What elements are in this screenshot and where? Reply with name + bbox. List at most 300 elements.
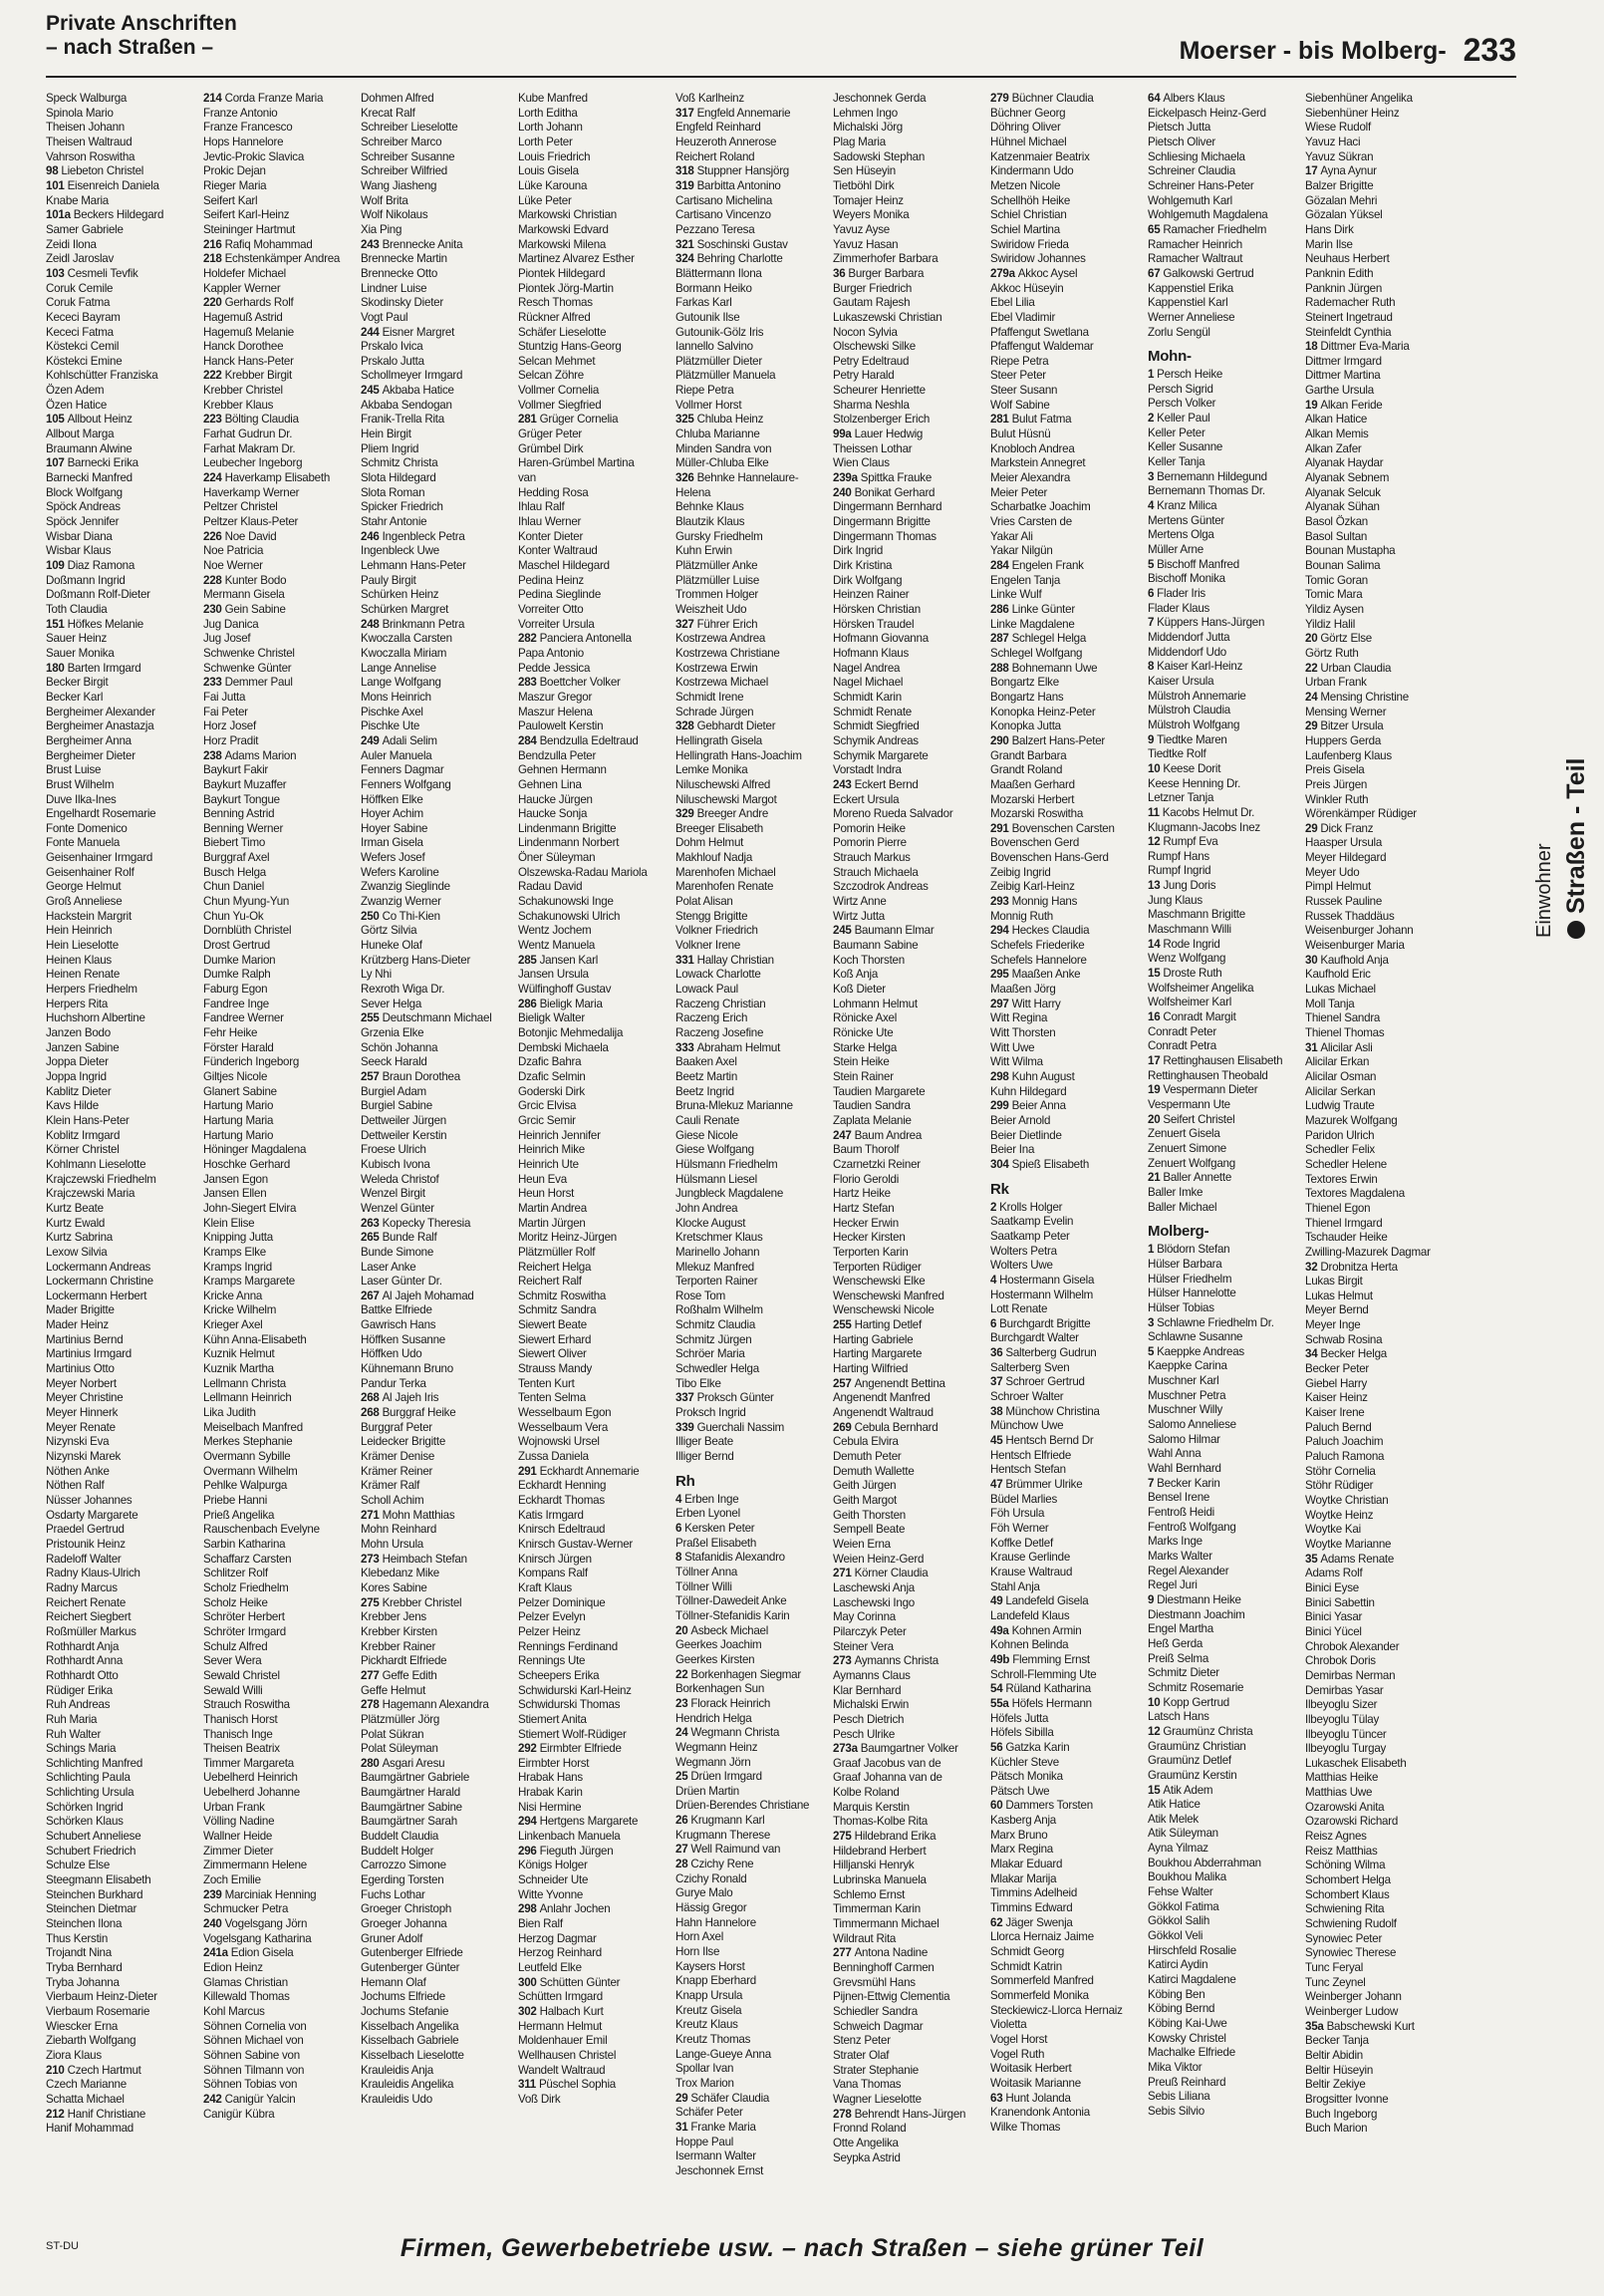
- resident-entry: Meiselbach Manfred: [203, 1420, 303, 1434]
- resident-entry: 278 Behrendt Hans-Jürgen: [833, 2107, 966, 2121]
- resident-entry: Schwidurski Thomas: [518, 1698, 621, 1712]
- resident-entry: 16 Conradt Margit: [1148, 1010, 1236, 1024]
- resident-entry: Wirtz Jutta: [833, 909, 886, 923]
- house-number: 268: [361, 1391, 383, 1405]
- resident-entry: 298 Anlahr Jochen: [518, 1902, 611, 1916]
- resident-entry: Ilbeyoglu Tülay: [1305, 1712, 1380, 1726]
- resident-entry: Plätzmüller Anke: [675, 559, 758, 572]
- resident-entry: Wolfsheimer Angelika: [1148, 981, 1254, 995]
- resident-entry: Baumgärtner Gabriele: [361, 1771, 470, 1785]
- house-number: 298: [990, 1069, 1012, 1083]
- resident-entry: Proksch Ingrid: [675, 1406, 746, 1420]
- resident-entry: 22 Urban Claudia: [1305, 661, 1392, 675]
- resident-entry: Schiel Christian: [990, 208, 1067, 222]
- resident-entry: 45 Hentsch Bernd Dr: [990, 1434, 1094, 1448]
- resident-entry: Riepe Petra: [990, 354, 1049, 368]
- resident-entry: Sharma Neshla: [833, 398, 910, 412]
- resident-entry: 233 Demmer Paul: [203, 676, 293, 690]
- resident-entry: Noe Patricia: [203, 544, 264, 558]
- resident-entry: Lellmann Heinrich: [203, 1391, 292, 1405]
- resident-entry: Lockermann Herbert: [46, 1289, 147, 1302]
- resident-entry: Steer Susann: [990, 384, 1058, 398]
- resident-entry: 56 Gatzka Karin: [990, 1740, 1070, 1754]
- resident-entry: 239 Marciniak Henning: [203, 1887, 317, 1901]
- resident-entry: Dettweiler Jürgen: [361, 1113, 446, 1127]
- resident-entry: 333 Abraham Helmut: [675, 1040, 781, 1054]
- resident-entry: Froese Ulrich: [361, 1143, 426, 1157]
- resident-entry: Thus Kerstin: [46, 1931, 109, 1945]
- resident-entry: Becker Tanja: [1305, 2034, 1369, 2048]
- resident-entry: Makhlouf Nadja: [675, 851, 753, 865]
- resident-entry: Klebedanz Mike: [361, 1567, 439, 1580]
- resident-entry: Schlemo Ernst: [833, 1887, 906, 1901]
- resident-entry: Theisen Beatrix: [203, 1742, 280, 1756]
- resident-entry: John Andrea: [675, 1201, 738, 1215]
- resident-entry: 220 Gerhards Rolf: [203, 296, 294, 310]
- house-number: 16: [1148, 1010, 1164, 1024]
- resident-entry: Keller Tanja: [1148, 455, 1205, 469]
- resident-entry: 34 Becker Helga: [1305, 1347, 1387, 1361]
- resident-entry: 321 Soschinski Gustav: [675, 237, 788, 251]
- resident-entry: Dingermann Thomas: [833, 529, 936, 543]
- resident-entry: Pfaffengut Swetlana: [990, 325, 1089, 339]
- resident-entry: Dornblüth Christel: [203, 924, 292, 938]
- house-number: 67: [1148, 266, 1164, 280]
- resident-entry: Schröer Maria: [675, 1347, 745, 1361]
- house-number: 319: [675, 178, 697, 192]
- resident-entry: Nisi Hermine: [518, 1800, 582, 1814]
- resident-entry: Wörenkämper Rüdiger: [1305, 807, 1417, 821]
- resident-entry: Meyer Udo: [1305, 865, 1360, 879]
- resident-entry: Niluschewski Alfred: [675, 777, 771, 791]
- resident-entry: Radau David: [518, 880, 583, 894]
- resident-entry: Zoch Emilie: [203, 1873, 261, 1887]
- resident-entry: Franze Francesco: [203, 121, 293, 135]
- resident-entry: Bunde Simone: [361, 1245, 434, 1259]
- resident-entry: Burchgardt Walter: [990, 1331, 1079, 1345]
- resident-entry: Steckiewicz-Llorca Hernaiz: [990, 2003, 1123, 2017]
- resident-entry: Trojandt Nina: [46, 1946, 112, 1960]
- house-number: 49b: [990, 1652, 1013, 1666]
- resident-entry: Reichert Helga: [518, 1260, 592, 1274]
- resident-entry: Heß Gerda: [1148, 1636, 1203, 1650]
- resident-entry: Vierbaum Heinz-Dieter: [46, 1990, 157, 2004]
- resident-entry: Sommerfeld Manfred: [990, 1974, 1094, 1988]
- resident-entry: Aymanns Claus: [833, 1668, 911, 1682]
- resident-entry: Geisenhainer Rolf: [46, 865, 134, 879]
- resident-entry: Lorth Johann: [518, 121, 583, 135]
- resident-entry: 19 Vespermann Dieter: [1148, 1083, 1258, 1097]
- resident-entry: Vollmer Horst: [675, 398, 742, 412]
- resident-entry: 4 Erben Inge: [675, 1492, 739, 1506]
- edition-code: ST-DU: [46, 2240, 79, 2252]
- resident-entry: Schmidt Siegfried: [833, 719, 920, 733]
- resident-entry: Rönicke Ute: [833, 1026, 894, 1039]
- resident-entry: Wojnowski Ursel: [518, 1435, 600, 1449]
- house-number: 17: [1148, 1054, 1164, 1067]
- resident-entry: Vana Thomas: [833, 2078, 902, 2092]
- resident-entry: Samer Gabriele: [46, 222, 124, 236]
- resident-entry: Schürken Margret: [361, 602, 449, 616]
- resident-entry: 12 Rumpf Eva: [1148, 835, 1218, 849]
- resident-entry: Noe Werner: [203, 559, 263, 572]
- resident-entry: Ramacher Waltraut: [1148, 252, 1243, 266]
- resident-entry: Fandree Inge: [203, 997, 269, 1010]
- resident-entry: Fehse Walter: [1148, 1885, 1213, 1899]
- resident-entry: Engelen Tanja: [990, 573, 1061, 587]
- house-number: 318: [675, 164, 697, 178]
- resident-entry: Schubert Anneliese: [46, 1830, 141, 1844]
- page-header: [0, 0, 1604, 84]
- resident-entry: Latsch Hans: [1148, 1710, 1209, 1724]
- resident-entry: Pelzer Dominique: [518, 1595, 606, 1609]
- resident-entry: Lubrinska Manuela: [833, 1873, 927, 1887]
- resident-entry: Woitasik Herbert: [990, 2062, 1072, 2076]
- resident-entry: Thienel Egon: [1305, 1201, 1371, 1215]
- resident-entry: Salomo Hilmar: [1148, 1432, 1220, 1446]
- resident-entry: 15 Droste Ruth: [1148, 967, 1222, 981]
- resident-entry: Höffken Susanne: [361, 1332, 445, 1346]
- house-number: 54: [990, 1682, 1006, 1696]
- resident-entry: Meyer Hildegard: [1305, 851, 1387, 865]
- house-number: 304: [990, 1157, 1012, 1171]
- resident-entry: Moreno Rueda Salvador: [833, 807, 953, 821]
- resident-entry: Akbaba Sendogan: [361, 398, 452, 412]
- resident-entry: 11 Kacobs Helmut Dr.: [1148, 805, 1255, 819]
- resident-entry: Preuß Reinhard: [1148, 2075, 1226, 2089]
- resident-entry: 67 Galkowski Gertrud: [1148, 266, 1254, 280]
- house-number: 294: [518, 1815, 540, 1829]
- house-number: 286: [518, 997, 540, 1010]
- resident-entry: Kramps Elke: [203, 1245, 266, 1259]
- resident-entry: 326 Behnke Hannelaure-: [675, 471, 799, 485]
- resident-entry: Krause Waltraud: [990, 1565, 1073, 1578]
- resident-entry: Köbing Kai-Uwe: [1148, 2017, 1227, 2030]
- resident-entry: 329 Breeger Andre: [675, 807, 769, 821]
- resident-entry: Cartisano Michelina: [675, 193, 773, 207]
- resident-entry: Hartung Maria: [203, 1113, 274, 1127]
- resident-entry: Schwedler Helga: [675, 1362, 759, 1376]
- resident-entry: Seifert Karl-Heinz: [203, 208, 290, 222]
- resident-entry: Graumünz Kerstin: [1148, 1768, 1237, 1782]
- resident-entry: Demuth Wallette: [833, 1464, 915, 1478]
- resident-entry: 317 Engfeld Annemarie: [675, 106, 791, 120]
- resident-entry: 107 Barnecki Erika: [46, 456, 138, 470]
- resident-entry: Heinrich Mike: [518, 1143, 585, 1157]
- resident-entry: Chrobok Doris: [1305, 1654, 1376, 1668]
- resident-entry: Meyer Inge: [1305, 1318, 1361, 1332]
- house-number: 325: [675, 413, 697, 427]
- resident-entry: Schulze Else: [46, 1859, 111, 1872]
- resident-entry: Botonjic Mehmedalija: [518, 1026, 624, 1039]
- resident-entry: Föh Werner: [990, 1522, 1049, 1535]
- resident-entry: Dohmen Alfred: [361, 92, 434, 105]
- resident-entry: Baumann Sabine: [833, 939, 919, 953]
- resident-entry: Michalski Jörg: [833, 121, 903, 135]
- resident-entry: 212 Hanif Christiane: [46, 2107, 146, 2121]
- resident-entry: Braumann Alwine: [46, 441, 133, 455]
- resident-entry: 273 Aymanns Christa: [833, 1654, 938, 1668]
- resident-entry: Llorca Hernaiz Jaime: [990, 1930, 1094, 1944]
- resident-entry: Sewald Willi: [203, 1683, 263, 1697]
- resident-entry: Ziebarth Wolfgang: [46, 2034, 136, 2048]
- resident-entry: 257 Angenendt Bettina: [833, 1376, 945, 1390]
- resident-entry: Hentsch Elfriede: [990, 1448, 1072, 1462]
- resident-entry: Katirci Aydin: [1148, 1958, 1208, 1972]
- resident-entry: Wirtz Anne: [833, 895, 887, 909]
- resident-entry: Witt Uwe: [990, 1040, 1035, 1054]
- side-tab-label-bottom: Straßen - Teil: [1562, 757, 1590, 914]
- house-number: 257: [833, 1376, 855, 1390]
- resident-entry: Söhnen Michael von: [203, 2034, 304, 2048]
- resident-entry: Kisselbach Lieselotte: [361, 2048, 464, 2062]
- resident-entry: Hühnel Michael: [990, 135, 1067, 148]
- resident-entry: Wolf Sabine: [990, 398, 1050, 412]
- house-number: 281: [990, 413, 1012, 427]
- house-number: 329: [675, 807, 697, 821]
- resident-entry: Nüsser Johannes: [46, 1494, 133, 1507]
- resident-entry: 224 Haverkamp Elisabeth: [203, 471, 331, 485]
- resident-entry: Königs Holger: [518, 1859, 588, 1872]
- resident-entry: Kohlschütter Franziska: [46, 369, 158, 383]
- resident-entry: Kreutz Thomas: [675, 2032, 751, 2046]
- resident-entry: Thienel Thomas: [1305, 1026, 1385, 1039]
- house-number: 285: [518, 953, 540, 967]
- resident-entry: Wandelt Waltraud: [518, 2063, 606, 2077]
- resident-entry: Pfaffengut Waldemar: [990, 340, 1094, 354]
- resident-entry: 180 Barten Irmgard: [46, 661, 141, 675]
- resident-entry: Rademacher Ruth: [1305, 296, 1396, 310]
- resident-entry: Köstekci Cemil: [46, 340, 120, 354]
- resident-entry: Grümbel Dirk: [518, 441, 584, 455]
- resident-entry: Krämer Ralf: [361, 1479, 420, 1493]
- resident-entry: Nocon Sylvia: [833, 325, 898, 339]
- resident-entry: Knabe Maria: [46, 193, 109, 207]
- resident-entry: Reisz Agnes: [1305, 1830, 1367, 1844]
- resident-entry: Woytke Heinz: [1305, 1508, 1374, 1522]
- house-number: 31: [1305, 1040, 1321, 1054]
- resident-entry: Koß Anja: [833, 968, 879, 982]
- house-number: 317: [675, 106, 697, 120]
- resident-entry: Hans Dirk: [1305, 222, 1354, 236]
- resident-entry: Starke Helga: [833, 1040, 898, 1054]
- house-number: 255: [361, 1011, 383, 1025]
- resident-entry: Middendorf Jutta: [1148, 630, 1230, 644]
- resident-entry: Bruna-Mlekuz Marianne: [675, 1099, 793, 1113]
- resident-entry: Bovenschen Gerd: [990, 836, 1080, 850]
- resident-entry: Praedel Gertrud: [46, 1523, 125, 1537]
- page-footer: [0, 2212, 1604, 2296]
- resident-entry: Yavuz Ayse: [833, 222, 891, 236]
- resident-entry: 243 Brennecke Anita: [361, 237, 463, 251]
- resident-entry: Gawrisch Hans: [361, 1318, 436, 1332]
- resident-entry: 47 Brümmer Ulrike: [990, 1478, 1083, 1492]
- resident-entry: Ruh Andreas: [46, 1698, 111, 1712]
- resident-entry: Zaplata Melanie: [833, 1113, 912, 1127]
- resident-entry: Krauleidis Udo: [361, 2092, 432, 2106]
- resident-entry: Vries Carsten de: [990, 515, 1072, 529]
- resident-entry: Schakunowski Ulrich: [518, 909, 621, 923]
- resident-entry: Stein Heike: [833, 1055, 890, 1069]
- house-number: 239: [203, 1887, 225, 1901]
- resident-entry: Buddelt Claudia: [361, 1830, 439, 1844]
- house-number: 283: [518, 676, 540, 690]
- resident-entry: Meyer Christine: [46, 1391, 124, 1405]
- resident-entry: Gökkol Veli: [1148, 1929, 1203, 1943]
- resident-entry: Wilke Thomas: [990, 2120, 1061, 2134]
- resident-entry: Lindner Luise: [361, 281, 427, 295]
- resident-entry: Bovenschen Hans-Gerd: [990, 851, 1109, 865]
- resident-entry: Illiger Bernd: [675, 1450, 734, 1464]
- resident-entry: Neuhaus Herbert: [1305, 252, 1390, 266]
- resident-entry: Wisbar Diana: [46, 529, 113, 543]
- resident-entry: 6 Kersken Peter: [675, 1522, 755, 1535]
- resident-entry: Kube Manfred: [518, 92, 588, 105]
- resident-entry: Körner Christel: [46, 1143, 120, 1157]
- resident-entry: Reichert Ralf: [518, 1275, 582, 1289]
- resident-entry: Goderski Dirk: [518, 1084, 585, 1098]
- resident-entry: Sever Wera: [203, 1654, 262, 1668]
- resident-entry: Töllner Willi: [675, 1579, 732, 1593]
- resident-entry: Schwidurski Karl-Heinz: [518, 1683, 632, 1697]
- house-number: 222: [203, 369, 225, 383]
- resident-entry: 38 Münchow Christina: [990, 1404, 1100, 1418]
- resident-entry: Marks Inge: [1148, 1535, 1203, 1549]
- resident-entry: Hrabak Hans: [518, 1771, 583, 1785]
- house-number: 30: [1305, 953, 1321, 967]
- resident-entry: Maszur Helena: [518, 705, 593, 718]
- resident-entry: Iannello Salvino: [675, 340, 753, 354]
- resident-entry: Harting Margarete: [833, 1347, 923, 1361]
- house-number: 19: [1148, 1083, 1164, 1097]
- resident-entry: Hanif Mohammad: [46, 2122, 134, 2136]
- house-number: 271: [361, 1508, 383, 1522]
- resident-entry: 284 Bendzulla Edeltraud: [518, 733, 639, 747]
- resident-entry: Steegmann Elisabeth: [46, 1873, 151, 1887]
- resident-entry: Baaken Axel: [675, 1055, 737, 1069]
- resident-entry: Hagemuß Astrid: [203, 310, 283, 324]
- resident-entry: 297 Witt Harry: [990, 997, 1061, 1010]
- resident-entry: Glanert Sabine: [203, 1084, 277, 1098]
- resident-entry: Nizynski Marek: [46, 1450, 122, 1464]
- resident-entry: 273a Baumgartner Volker: [833, 1742, 958, 1756]
- house-number: 246: [361, 529, 383, 543]
- resident-entry: Lindenmann Brigitte: [518, 821, 617, 835]
- resident-entry: Scheurer Henriette: [833, 384, 926, 398]
- resident-entry: 29 Schäfer Claudia: [675, 2091, 770, 2105]
- resident-entry: 255 Harting Detlef: [833, 1318, 922, 1332]
- resident-entry: 13 Jung Doris: [1148, 879, 1216, 893]
- resident-entry: Gursky Friedhelm: [675, 529, 763, 543]
- resident-entry: 271 Körner Claudia: [833, 1567, 929, 1580]
- resident-entry: Wenz Wolfgang: [1148, 952, 1226, 966]
- resident-entry: Joppa Ingrid: [46, 1069, 107, 1083]
- resident-entry: 230 Gein Sabine: [203, 602, 286, 616]
- resident-entry: 12 Graumünz Christa: [1148, 1724, 1253, 1738]
- resident-entry: Lange Wolfgang: [361, 676, 441, 690]
- resident-entry: Demirbas Yasar: [1305, 1683, 1384, 1697]
- resident-entry: Krebber Christel: [203, 384, 283, 398]
- resident-entry: Gözalan Mehri: [1305, 193, 1378, 207]
- resident-entry: 327 Führer Erich: [675, 617, 758, 631]
- resident-entry: Hirschfeld Rosalie: [1148, 1943, 1236, 1957]
- resident-entry: Laser Anke: [361, 1260, 416, 1274]
- street-range-title: [1180, 32, 1516, 69]
- resident-entry: Lohmann Helmut: [833, 997, 918, 1010]
- resident-entry: Grevsmühl Hans: [833, 1975, 916, 1989]
- resident-entry: Ly Nhi: [361, 968, 392, 982]
- resident-entry: Preis Jürgen: [1305, 777, 1368, 791]
- resident-entry: Jochums Elfriede: [361, 1990, 445, 2004]
- resident-entry: Schöning Wilma: [1305, 1859, 1386, 1872]
- resident-entry: Heinen Klaus: [46, 953, 112, 967]
- resident-entry: Rumpf Hans: [1148, 849, 1209, 863]
- resident-entry: Kretschmer Klaus: [675, 1231, 763, 1245]
- resident-entry: Mozarski Herbert: [990, 792, 1075, 806]
- resident-entry: Szczodrok Andreas: [833, 880, 929, 894]
- house-number: 99a: [833, 428, 855, 441]
- resident-entry: Kececi Bayram: [46, 310, 121, 324]
- resident-entry: Plätzmüller Jörg: [361, 1712, 440, 1726]
- resident-entry: Spinola Mario: [46, 106, 114, 120]
- resident-entry: Fonte Manuela: [46, 836, 121, 850]
- resident-entry: Kramps Ingrid: [203, 1260, 272, 1274]
- resident-entry: Beier Arnold: [990, 1113, 1051, 1127]
- resident-entry: Akkoc Hüseyin: [990, 281, 1064, 295]
- resident-entry: Krauleidis Anja: [361, 2063, 433, 2077]
- resident-entry: 65 Ramacher Friedhelm: [1148, 222, 1267, 236]
- resident-entry: Becker Birgit: [46, 676, 109, 690]
- resident-entry: Weiszheit Udo: [675, 602, 747, 616]
- resident-entry: John-Siegert Elvira: [203, 1201, 297, 1215]
- resident-entry: Schmidt Karin: [833, 690, 902, 704]
- resident-entry: Ludwig Traute: [1305, 1099, 1375, 1113]
- house-number: 245: [833, 924, 855, 938]
- resident-entry: Ebel Vladimir: [990, 310, 1056, 324]
- resident-entry: 216 Rafiq Mohammad: [203, 237, 313, 251]
- resident-entry: Steinert Ingetraud: [1305, 310, 1393, 324]
- section-title-line2: – nach Straßen –: [46, 36, 214, 59]
- resident-entry: Scheepers Erika: [518, 1668, 600, 1682]
- resident-entry: Scholl Achim: [361, 1494, 424, 1507]
- resident-entry: 101 Eisenreich Daniela: [46, 178, 159, 192]
- resident-entry: 288 Bohnemann Uwe: [990, 661, 1098, 675]
- resident-entry: Müller-Chluba Elke: [675, 456, 769, 470]
- resident-entry: George Helmut: [46, 880, 122, 894]
- resident-entry: Peltzer Klaus-Peter: [203, 515, 299, 529]
- resident-entry: Bergheimer Dieter: [46, 748, 135, 762]
- house-number: 1: [1148, 368, 1158, 382]
- resident-entry: 245 Akbaba Hatice: [361, 384, 454, 398]
- resident-entry: Muschner Petra: [1148, 1388, 1226, 1402]
- resident-entry: Schreiber Lieselotte: [361, 121, 458, 135]
- resident-entry: Alicilar Osman: [1305, 1069, 1377, 1083]
- resident-entry: Hofmann Klaus: [833, 646, 910, 660]
- resident-entry: Paridon Ulrich: [1305, 1128, 1375, 1142]
- resident-entry: Zimmermann Helene: [203, 1859, 307, 1872]
- resident-entry: 244 Eisner Margret: [361, 325, 455, 339]
- house-number: 243: [361, 237, 383, 251]
- resident-entry: Binici Yücel: [1305, 1624, 1362, 1638]
- resident-entry: Barnecki Manfred: [46, 471, 133, 485]
- resident-entry: Leutfeld Elke: [518, 1961, 582, 1974]
- resident-entry: Katzenmaier Beatrix: [990, 149, 1090, 163]
- resident-entry: Selcan Zöhre: [518, 369, 584, 383]
- resident-entry: Maschmann Willi: [1148, 923, 1231, 937]
- resident-entry: 101a Beckers Hildegard: [46, 208, 164, 222]
- resident-entry: Witt Thorsten: [990, 1026, 1056, 1039]
- resident-entry: Kavs Hilde: [46, 1099, 99, 1113]
